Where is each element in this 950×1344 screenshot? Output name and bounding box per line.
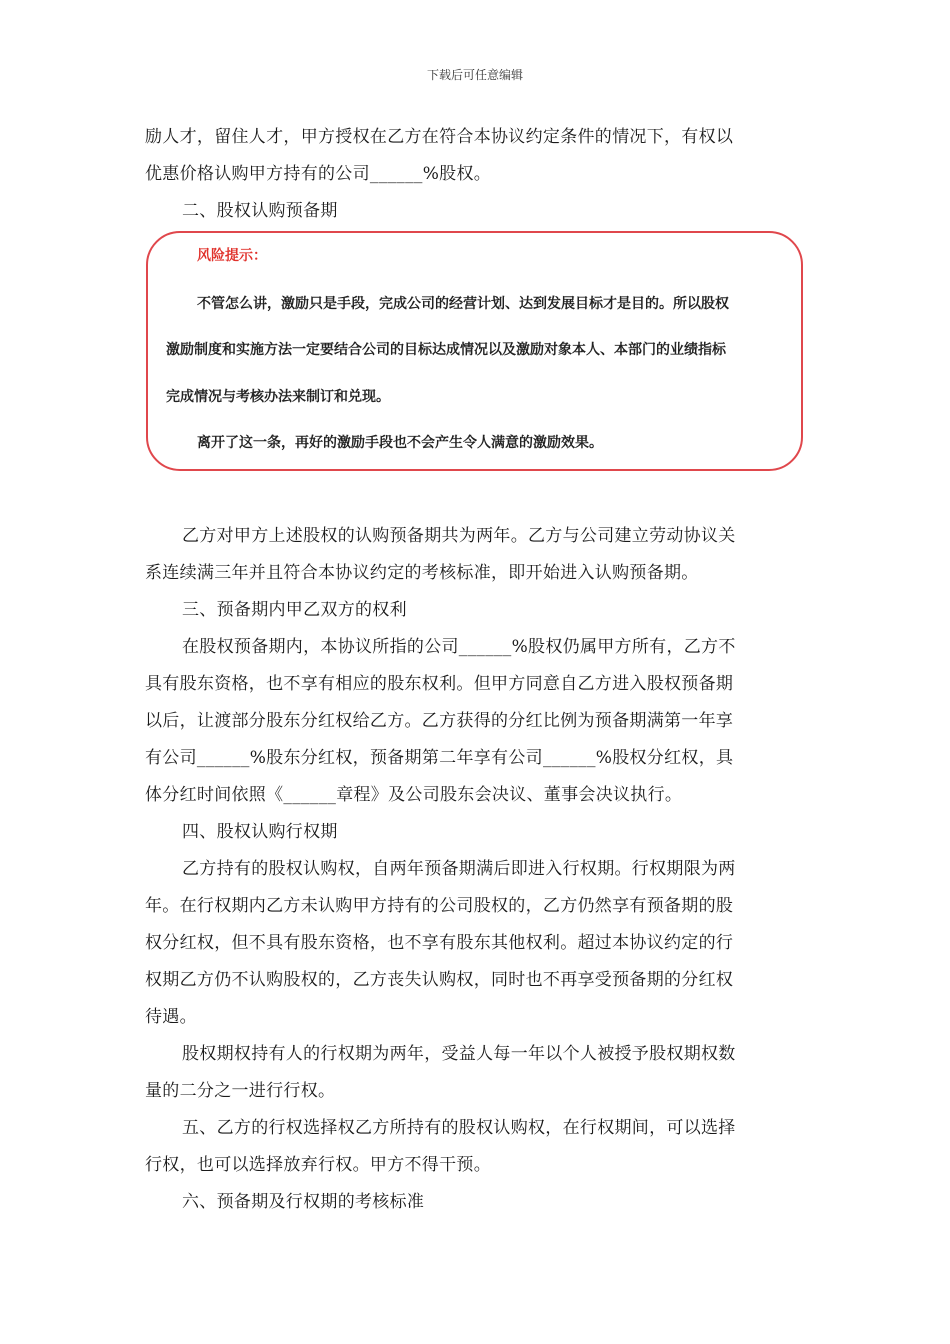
risk-line: 离开了这一条，再好的激励手段也不会产生令人满意的激励效果。 xyxy=(197,435,603,451)
section-heading: 三、预备期内甲乙双方的权利 xyxy=(182,600,407,620)
risk-line: 不管怎么讲，激励只是手段，完成公司的经营计划、达到发展目标才是目的。所以股权 xyxy=(197,296,729,312)
risk-warning-box xyxy=(146,231,803,471)
paragraph-line: 股权期权持有人的行权期为两年，受益人每一年以个人被授予股权期权数 xyxy=(182,1044,736,1064)
paragraph-line: 待遇。 xyxy=(145,1007,197,1027)
paragraph-line: 权分红权，但不具有股东资格，也不享有股东其他权利。超过本协议约定的行 xyxy=(145,933,734,953)
paragraph-line: 乙方持有的股权认购权，自两年预备期满后即进入行权期。行权期限为两 xyxy=(182,859,736,879)
paragraph-line: 优惠价格认购甲方持有的公司______%股权。 xyxy=(145,164,492,184)
risk-line: 激励制度和实施方法一定要结合公司的目标达成情况以及激励对象本人、本部门的业绩指标 xyxy=(166,342,726,358)
page-header-note: 下载后可任意编辑 xyxy=(426,68,523,82)
section-heading: 二、股权认购预备期 xyxy=(182,201,338,221)
text-block-main xyxy=(145,518,805,1221)
paragraph-line: 系连续满三年并且符合本协议约定的考核标准，即开始进入认购预备期。 xyxy=(145,563,699,583)
section-heading: 六、预备期及行权期的考核标准 xyxy=(182,1192,425,1212)
risk-line: 完成情况与考核办法来制订和兑现。 xyxy=(166,389,390,405)
paragraph-line: 以后，让渡部分股东分红权给乙方。乙方获得的分红比例为预备期满第一年享 xyxy=(145,711,734,731)
paragraph-line: 权期乙方仍不认购股权的，乙方丧失认购权，同时也不再享受预备期的分红权 xyxy=(145,970,734,990)
paragraph-line: 具有股东资格，也不享有相应的股东权利。但甲方同意自乙方进入股权预备期 xyxy=(145,674,734,694)
paragraph-line: 乙方对甲方上述股权的认购预备期共为两年。乙方与公司建立劳动协议关 xyxy=(182,526,736,546)
section-heading: 四、股权认购行权期 xyxy=(182,822,338,842)
paragraph-line: 励人才，留住人才，甲方授权在乙方在符合本协议约定条件的情况下，有权以 xyxy=(145,127,734,147)
risk-title: 风险提示： xyxy=(197,248,267,264)
paragraph-line: 体分红时间依照《______章程》及公司股东会决议、董事会决议执行。 xyxy=(145,785,683,805)
paragraph-line: 量的二分之一进行行权。 xyxy=(145,1081,336,1101)
paragraph-line: 年。在行权期内乙方未认购甲方持有的公司股权的，乙方仍然享有预备期的股 xyxy=(145,896,734,916)
paragraph-line: 行权，也可以选择放弃行权。甲方不得干预。 xyxy=(145,1155,491,1175)
text-block-top xyxy=(145,119,805,230)
paragraph-line: 有公司______%股东分红权，预备期第二年享有公司______%股权分红权，具 xyxy=(145,748,734,768)
paragraph-line: 在股权预备期内，本协议所指的公司______%股权仍属甲方所有，乙方不 xyxy=(182,637,736,657)
section-heading: 五、乙方的行权选择权乙方所持有的股权认购权，在行权期间，可以选择 xyxy=(182,1118,736,1138)
